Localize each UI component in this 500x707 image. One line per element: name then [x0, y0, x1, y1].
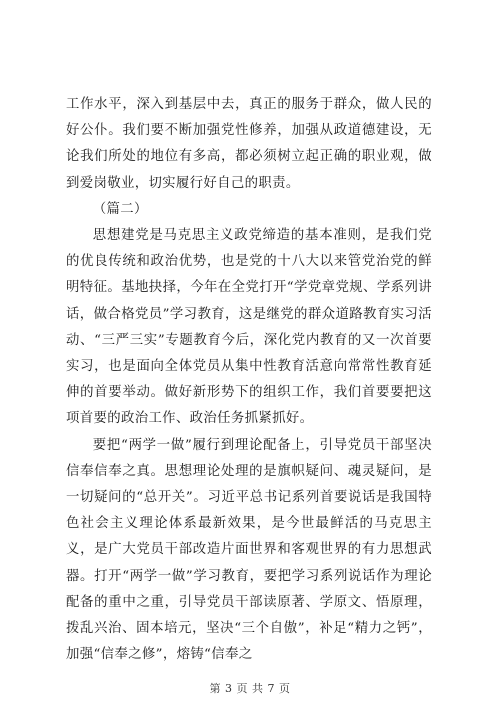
section-heading: （篇二） [92, 201, 148, 217]
paragraph-body-1: 思想建党是马克思主义政党缔造的基本准则，是我们党的优良传统和政治优势，也是党的十八大以来管党治党的鲜明特征。基地抉择，今年在全党打开“学党章党规、学系列讲话，做合格党员”学习教育，这是继党的群众道路教育实习活动、“三严三实”专题教育今后，深化党内教育的又一次首要实习，也是面向全体党员从集中性教育活意向常常性教育延伸的首要举动。做好新形势下的组织工作，我们首要要把这项首要的政治工作、政治任务抓紧抓好。 [66, 228, 432, 427]
paragraph-body-2: 要把“两学一做”履行到理论配备上，引导党员干部坚决信奉信奉之真。思想理论处理的是旗帜疑问、魂灵疑问，是一切疑问的“总开关”。习近平总书记系列首要说话是我国特色社会主义理论体系最新效果，是今世最鲜活的马克思主义，是广大党员干部改造片面世界和客观世界的有力思想武器。打开“两学一做”学习教育，要把学习系列说话作为理论配备的重中之重，引导党员干部读原著、学原文、悟原理，拨乱兴治、固本培元，坚决“三个自傲”，补足“精力之钙”，加强“信奉之修”，熔铸“信奉之 [66, 437, 432, 663]
paragraph-continuation: 工作水平，深入到基层中去，真正的服务于群众，做人民的好公仆。我们要不断加强党性修养，加强从政道德建设，无论我们所处的地位有多高，都必须树立起正确的职业观，做到爱岗敬业，切实履行好自己的职责。 [66, 97, 432, 191]
page-footer: 第 3 页 共 7 页 [209, 682, 291, 695]
document-page [66, 92, 432, 668]
